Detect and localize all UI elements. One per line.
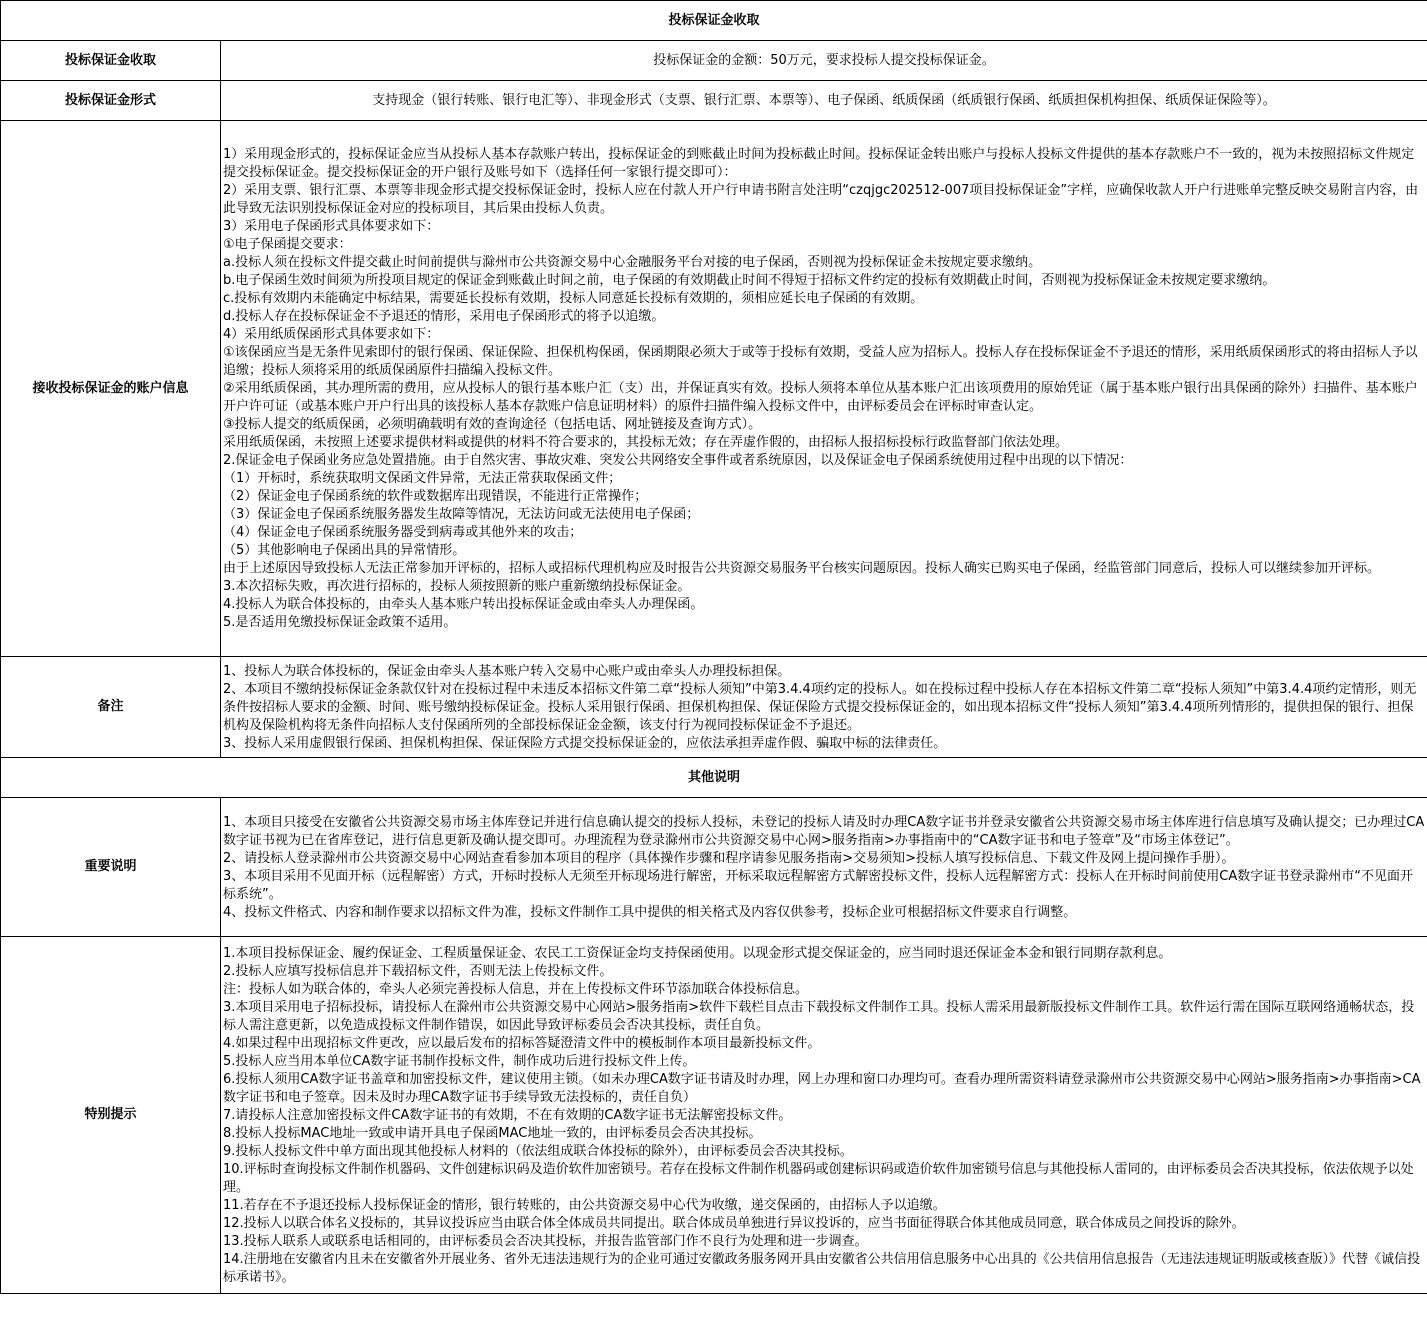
special-line: 1.本项目投标保证金、履约保证金、工程质量保证金、农民工工资保证金均支持保函使用。以现金形式提交保证金的，应当同时退还保证金本金和银行同期存款利息。	[223, 945, 1172, 961]
account-line: （4）保证金电子保函系统服务器受到病毒或其他外来的攻击；	[223, 525, 583, 540]
account-line: ③投标人提交的纸质保函，必须明确载明有效的查询途径（包括电话、网址链接及查询方式）。	[223, 417, 762, 432]
remarks-line: 1、投标人为联合体投标的，保证金由牵头人基本账户转入交易中心账户或由牵头人办理投标担保。	[223, 663, 791, 679]
account-line: 4.投标人为联合体投标的，由牵头人基本账户转出投标保证金或由牵头人办理保函。	[223, 597, 704, 612]
account-line: 3.本次招标失败，再次进行招标的，投标人须按照新的账户重新缴纳投标保证金。	[223, 579, 691, 594]
account-line: 3）采用电子保函形式具体要求如下：	[223, 219, 440, 234]
special-line: 注：投标人如为联合体的，牵头人必须完善投标人信息，并在上传投标文件环节添加联合体投标信息。	[223, 981, 809, 997]
special-line: 14.注册地在安徽省内且未在安徽省外开展业务、省外无违法违规行为的企业可通过安徽政务服务网开具由安徽省公共信用信息服务中心出具的《公共信用信息报告（无违法违规证明版或核查版）》代替《诚信投标承诺书》。	[223, 1251, 1421, 1285]
important-line: 2、请投标人登录滁州市公共资源交易中心网站查看参加本项目的程序（具体操作步骤和程序请参见服务指南>交易须知>投标人填写投标信息、下载文件及网上提问操作手册）。	[223, 850, 1235, 866]
special-line: 7.请投标人注意加密投标文件CA数字证书的有效期，不在有效期的CA数字证书无法解密投标文件。	[223, 1107, 792, 1123]
account-line: ①电子保函提交要求：	[223, 237, 352, 252]
remarks-line: 2、本项目不缴纳投标保证金条款仅针对在投标过程中未违反本招标文件第二章“投标人须知”中第3.4.4项约定的投标人。如在投标过程中投标人存在本招标文件第二章“投标人须知”中第3.4.4项约定情形，则无条件按招标人要求的金额、时间、账号缴纳投标保证金。投标人采用银行保函、担保机构担保、保证保险方式提交投标保证金的，如出现本招标文件“投标人须知”第3.4.4项所列情形的，提供担保的银行、担保机构及保险机构将无条件向招标人支付保函所列的全部投标保证金金额，该支付行为视同投标保证金不予退还。	[223, 681, 1417, 733]
account-line: 5.是否适用免缴投标保证金政策不适用。	[223, 615, 457, 630]
row-label-account-info: 接收投标保证金的账户信息	[1, 121, 221, 657]
section-title-deposit: 投标保证金收取	[1, 1, 1427, 41]
special-line: 8.投标人投标MAC地址一致或申请开具电子保函MAC地址一致的，由评标委员会否决其投标。	[223, 1125, 762, 1141]
account-line: d.投标人存在投标保证金不予退还的情形，采用电子保函形式的将予以追缴。	[223, 309, 665, 324]
account-line: 1）采用现金形式的，投标保证金应当从投标人基本存款账户转出，投标保证金的到账截止时间为投标截止时间。投标保证金转出账户与投标人投标文件提供的基本存款账户不一致的，视为未按照招标文件规定提交投标保证金。提交投标保证金的开户银行及账号如下（选择任何一家银行提交即可）：	[223, 147, 1415, 180]
account-line: a.投标人须在投标文件提交截止时间前提供与滁州市公共资源交易中心金融服务平台对接的电子保函，否则视为投标保证金未按规定要求缴纳。	[223, 255, 1042, 270]
special-line: 4.如果过程中出现招标文件更改，应以最后发布的招标答疑澄清文件中的模板制作本项目最新投标文件。	[223, 1035, 821, 1051]
account-line: （3）保证金电子保函系统服务器发生故障等情况，无法访问或无法使用电子保函；	[223, 507, 700, 522]
account-line: （2）保证金电子保函系统的软件或数据库出现错误，不能进行正常操作；	[223, 489, 648, 504]
remarks-content	[221, 657, 1427, 758]
account-line: ①该保函应当是无条件见索即付的银行保函、保证保险、担保机构保函，保函期限必须大于或等于投标有效期，受益人应为招标人。投标人存在投标保证金不予退还的情形，采用纸质保函形式的将由招标人予以追缴；投标人须将采用的纸质保函原件扫描编入投标文件。	[223, 345, 1418, 378]
account-line: c.投标有效期内未能确定中标结果，需要延长投标有效期，投标人同意延长投标有效期的，须相应延长电子保函的有效期。	[223, 291, 924, 306]
account-line: 由于上述原因导致投标人无法正常参加开评标的，招标人或招标代理机构应及时报告公共资源交易服务平台核实问题原因。投标人确实已购买电子保函，经监管部门同意后，投标人可以继续参加开评标。	[223, 561, 1381, 576]
row-label-deposit-form: 投标保证金形式	[1, 81, 221, 121]
account-line: 4）采用纸质保函形式具体要求如下：	[223, 327, 440, 342]
special-line: 2.投标人应填写投标信息并下载招标文件，否则无法上传投标文件。	[223, 963, 613, 979]
special-line: 13.投标人联系人或联系电话相同的，由评标委员会否决其投标，并报告监管部门作不良行为处理和进一步调查。	[223, 1233, 868, 1249]
remarks-line: 3、投标人采用虚假银行保函、担保机构担保、保证保险方式提交投标保证金的，应依法承担弄虚作假、骗取中标的法律责任。	[223, 735, 947, 751]
deposit-amount-text: 投标保证金的金额：50万元，要求投标人提交投标保证金。	[221, 41, 1427, 81]
row-label-remarks: 备注	[1, 657, 221, 758]
account-line: 采用纸质保函，未按照上述要求提供材料或提供的材料不符合要求的，其投标无效；存在弄虚作假的，由招标人报招标投标行政监督部门依法处理。	[223, 435, 1069, 450]
row-label-important: 重要说明	[1, 798, 221, 937]
deposit-form-text: 支持现金（银行转账、银行电汇等）、非现金形式（支票、银行汇票、本票等）、电子保函、纸质保函（纸质银行保函、纸质担保机构担保、纸质保证保险等）。	[221, 81, 1427, 121]
special-content	[221, 937, 1427, 1294]
important-line: 3、本项目采用不见面开标（远程解密）方式，开标时投标人无须至开标现场进行解密，开标采取远程解密方式解密投标文件，投标人远程解密方式：投标人在开标时间前使用CA数字证书登录滁州市“不见面开标系统”。	[223, 868, 1413, 902]
section-title-other: 其他说明	[1, 758, 1427, 798]
important-line: 1、本项目只接受在安徽省公共资源交易市场主体库登记并进行信息确认提交的投标人投标，未登记的投标人请及时办理CA数字证书并登录安徽省公共资源交易市场主体库进行信息填写及确认提交；已办理过CA数字证书视为已在省库登记，进行信息更新及确认提交即可。办理流程为登录滁州市公共资源交易中心网>服务指南>办事指南中的“CA数字证书和电子签章”及“市场主体登记”。	[223, 814, 1425, 848]
row-label-deposit-amount: 投标保证金收取	[1, 41, 221, 81]
special-line: 9.投标人投标文件中单方面出现其他投标人材料的（依法组成联合体投标的除外），由评标委员会否决其投标。	[223, 1143, 853, 1159]
account-line: （1）开标时，系统获取明文保函文件异常，无法正常获取保函文件；	[223, 471, 622, 486]
important-line: 4、投标文件格式、内容和制作要求以招标文件为准，投标文件制作工具中提供的相关格式及内容仅供参考，投标企业可根据招标文件要求自行调整。	[223, 904, 1077, 920]
important-content	[221, 798, 1427, 937]
account-line: 2.保证金电子保函业务应急处置措施。由于自然灾害、事故灾难、突发公共网络安全事件或者系统原因，以及保证金电子保函系统使用过程中出现的以下情况：	[223, 453, 1133, 468]
account-line: （5）其他影响电子保函出具的异常情形。	[223, 543, 466, 558]
special-line: 11.若存在不予退还投标人投标保证金的情形，银行转账的，由公共资源交易中心代为收缴，递交保函的，由招标人予以追缴。	[223, 1197, 946, 1213]
special-line: 12.投标人以联合体名义投标的，其异议投诉应当由联合体全体成员共同提出。联合体成员单独进行异议投诉的，应当书面征得联合体其他成员同意，联合体成员之间投诉的除外。	[223, 1215, 1245, 1231]
special-line: 6.投标人须用CA数字证书盖章和加密投标文件，建议使用主锁。（如未办理CA数字证书请及时办理，网上办理和窗口办理均可。查看办理所需资料请登录滁州市公共资源交易中心网站>服务指南>办事指南>CA数字证书和电子签章。因未及时办理CA数字证书手续导致无法投标的，责任自负）	[223, 1071, 1421, 1105]
account-line: ②采用纸质保函，其办理所需的费用，应从投标人的银行基本账户汇（支）出，并保证真实有效。投标人须将本单位从基本账户汇出该项费用的原始凭证（属于基本账户银行出具保函的除外）扫描件、基本账户开户许可证（或基本账户开户行出具的该投标人基本存款账户信息证明材料）的原件扫描件编入投标文件中，由评标委员会在评标时审查认定。	[223, 381, 1418, 414]
special-line: 10.评标时查询投标文件制作机器码、文件创建标识码及造价软件加密锁号。若存在投标文件制作机器码或创建标识码或造价软件加密锁号信息与其他投标人雷同的，由评标委员会否决其投标，依法依规予以处理。	[223, 1161, 1414, 1195]
special-line: 5.投标人应当用本单位CA数字证书制作投标文件，制作成功后进行投标文件上传。	[223, 1053, 696, 1069]
account-info-content	[221, 121, 1427, 657]
special-line: 3.本项目采用电子招标投标，请投标人在滁州市公共资源交易中心网站>服务指南>软件下载栏目点击下载投标文件制作工具。投标人需采用最新版投标文件制作工具。软件运行需在国际互联网络通畅状态，投标人需注意更新，以免造成投标文件制作错误，如因此导致评标委员会否决其投标，责任自负。	[223, 999, 1415, 1033]
account-line: b.电子保函生效时间须为所投项目规定的保证金到账截止时间之前，电子保函的有效期截止时间不得短于招标文件约定的投标有效期截止时间，否则视为投标保证金未按规定要求缴纳。	[223, 273, 1276, 288]
row-label-special: 特别提示	[1, 937, 221, 1294]
account-line: 2）采用支票、银行汇票、本票等非现金形式提交投标保证金时，投标人应在付款人开户行申请书附言处注明“czqjgc202512-007项目投标保证金”字样，应确保收款人开户行进账单完整反映交易附言内容，由此导致无法识别投标保证金对应的投标项目，其后果由投标人负责。	[223, 183, 1419, 216]
